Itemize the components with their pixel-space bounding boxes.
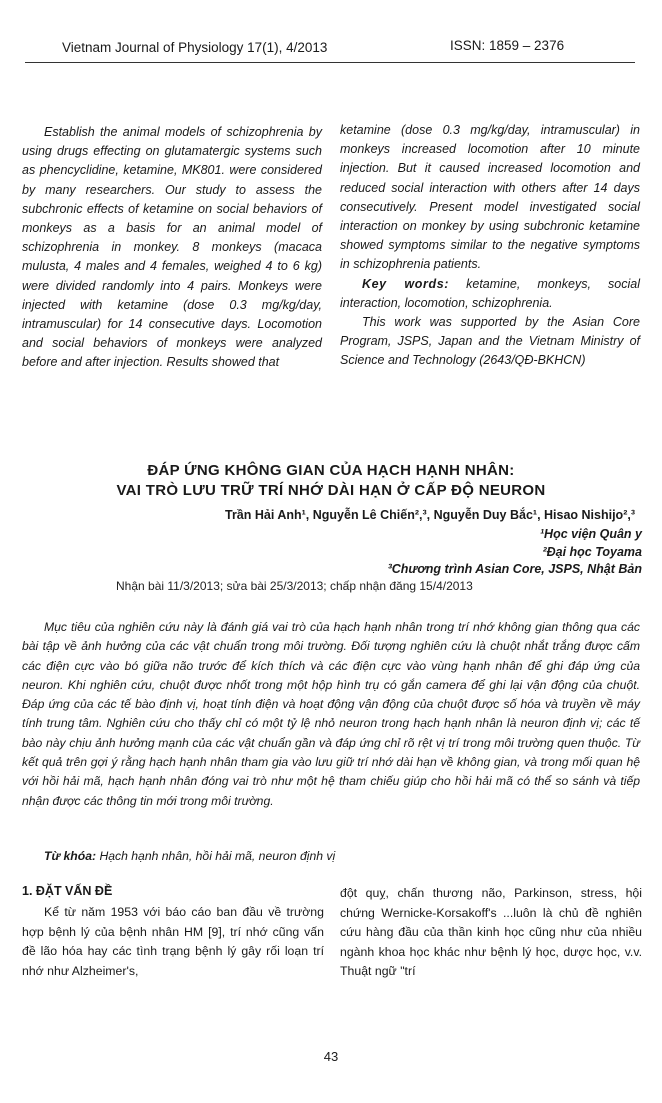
english-abstract-continuation: ketamine (dose 0.3 mg/kg/day, intramuscular) in monkeys increased locomotion after 10 minute injection. But it caused increased locomotion and reduced social interaction with others after 14 days consecutively. Present model investigated social interaction on monkey by using subchronic ketamine showed symptoms similar to the negative symptoms in schizophrenia patients. — [340, 123, 640, 272]
affiliation-3: ³Chương trình Asian Core, JSPS, Nhật Bản — [387, 562, 642, 576]
header-rule — [25, 62, 635, 63]
authors: Trần Hải Anh¹, Nguyễn Lê Chiến²,³, Nguyễn Duy Bắc¹, Hisao Nishijo²,³ — [225, 508, 635, 522]
keywords-value: ketamine, monkeys, social interaction, locomotion, schizophrenia. — [340, 276, 640, 310]
title-line-1: ĐÁP ỨNG KHÔNG GIAN CỦA HẠCH HẠNH NHÂN: — [147, 462, 515, 479]
body-paragraph-right: đột quỵ, chấn thương não, Parkinson, stress, hội chứng Wernicke-Korsakoff's ...luôn là chủ đề nghiên cứu hàng đầu của thần kinh học cũng như của nhiều ngành khoa học khác như bệnh lý học, dược học, v.v. Thuật ngữ "trí — [340, 886, 642, 978]
body-right-column — [340, 884, 642, 982]
funding-note: This work was supported by the Asian Core Program, JSPS, Japan and the Vietnam Ministry of Science and Technology (2643/QĐ-BKHCN) — [340, 315, 640, 368]
english-abstract-text: Establish the animal models of schizophrenia by using drugs effecting on glutamatergic systems such as phencyclidine, ketamine, MK801. were considered by many researchers. Our study to assess the subchronic effects of ketamine on social behaviors of monkeys as a basis for an animal model of schizophrenia in monkey. 8 monkeys (macaca mulusta, 4 males and 4 females, weighed 4 to 6 kg) were divided randomly into 4 pairs. Monkeys were injected with ketamine (dose 0.3 mg/kg/day, intramuscular) for 14 consecutive days. Locomotion and social behaviors of monkeys were analyzed before and after injection. Results showed that — [22, 125, 322, 370]
running-header — [62, 40, 642, 58]
vietnamese-abstract-text: Mục tiêu của nghiên cứu này là đánh giá vai trò của hạch hạnh nhân trong trí nhớ không gian thông qua các bài tập về ảnh hưởng của các vật chuẩn trong môi trường. Đối tượng nghiên cứu là chuột nhắt trắng được cấm các điện cực vào bó giữa não trước để kích thích và các điện cực vào vùng hạnh nhân để ghi đáp ứng của neuron. Khi nghiên cứu, chuột được nhốt trong một hộp hình trụ có gắn camera để ghi lại vận động của chuột. Đáp ứng của các tế bào định vị, hoạt tính điện và hoạt động vận động của chuột được số hóa và truyền về máy tính trung tâm. Nghiên cứu cho thấy chỉ có một tỷ lệ nhỏ neuron trong hạch hạnh nhân là neuron định vị; các tế bào này chịu ảnh hưởng mạnh của các vật chuẩn gần và đáp ứng chỉ rõ rệt vị trí trong môi trường quen thuộc. Từ kết quả trên gợi ý rằng hạch hạnh nhân tham gia vào lưu giữ trí nhớ dài hạn về không gian, và trong mối quan hệ với hồi hải mã, hạch hạnh nhân đóng vai trò như một hệ tham chiếu giúp cho hồi hải mã có thể so sánh và tiếp nhận được các thông tin mới trong môi trường. — [22, 620, 640, 808]
english-abstract-left — [22, 123, 322, 373]
section-heading: 1. ĐẶT VẤN ĐỀ — [22, 884, 113, 898]
english-abstract-right — [340, 121, 640, 371]
keywords-label: Key words: — [362, 276, 450, 291]
vietnamese-abstract — [22, 618, 640, 811]
body-paragraph-left: Kể từ năm 1953 với báo cáo ban đầu về trường hợp bệnh lý của bệnh nhân HM [9], trí nhớ cũng vấn đề lão hóa hay các tình trạng bệnh lý gây rối loạn trí nhớ như Alzheimer's, — [22, 905, 324, 978]
article-title — [0, 461, 662, 501]
vietnamese-keywords — [44, 849, 335, 863]
journal-name: Vietnam Journal of Physiology 17(1), 4/2013 — [62, 40, 328, 55]
affiliation-1: ¹Học viện Quân y — [539, 527, 642, 541]
issn: ISSN: 1859 – 2376 — [450, 38, 565, 53]
title-line-2: VAI TRÒ LƯU TRỮ TRÍ NHỚ DÀI HẠN Ở CẤP ĐỘ NEURON — [116, 482, 546, 499]
page-number: 43 — [323, 1049, 339, 1064]
english-keywords — [340, 275, 640, 313]
body-left-column — [22, 903, 324, 981]
received-dates: Nhận bài 11/3/2013; sửa bài 25/3/2013; chấp nhận đăng 15/4/2013 — [116, 579, 473, 593]
vn-keywords-value: Hạch hạnh nhân, hồi hải mã, neuron định vị — [99, 849, 336, 863]
vn-keywords-label: Từ khóa: — [44, 849, 97, 863]
affiliation-2: ²Đại học Toyama — [542, 545, 642, 559]
